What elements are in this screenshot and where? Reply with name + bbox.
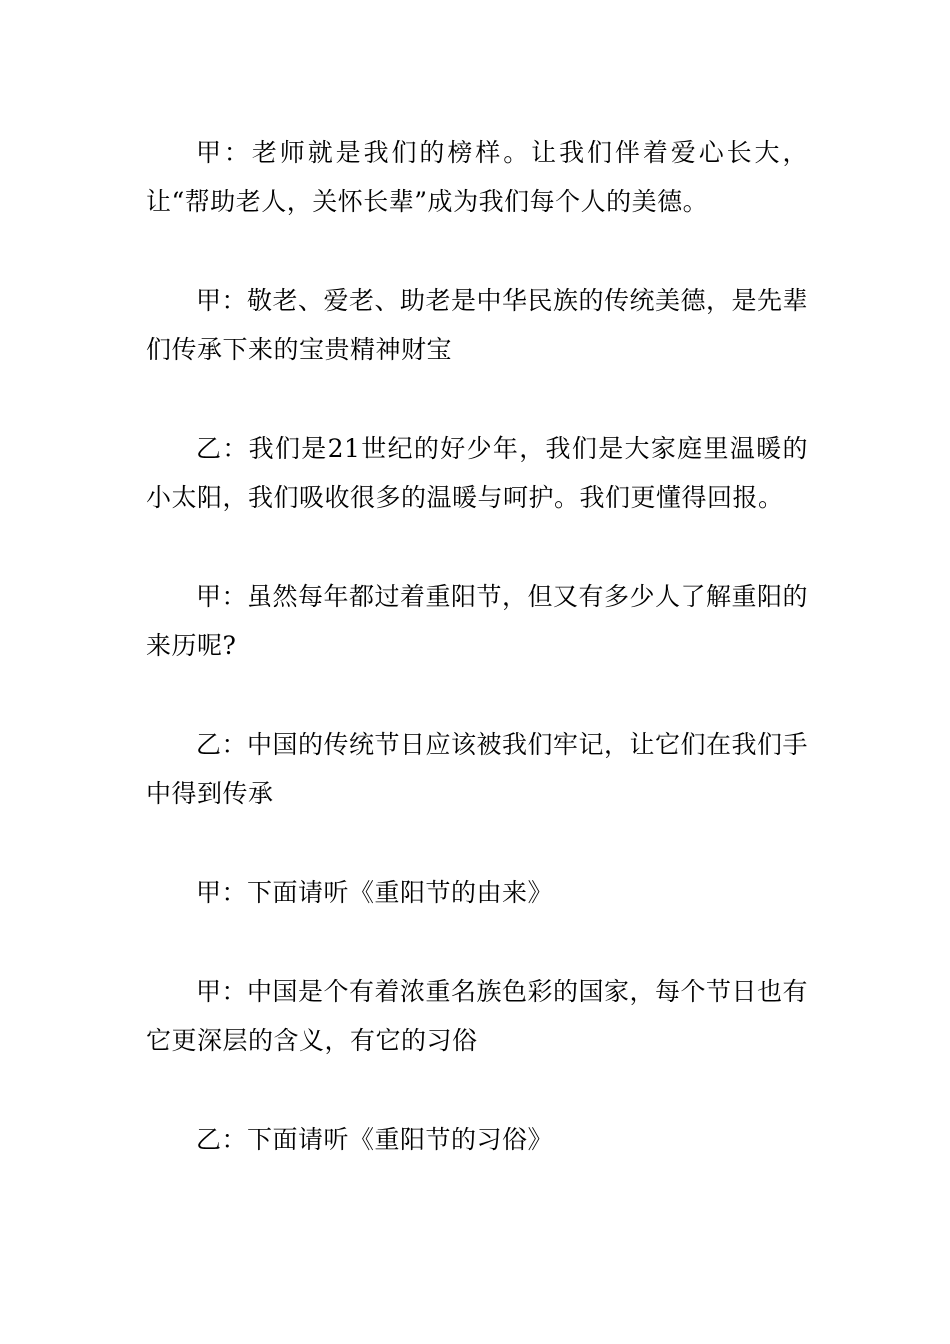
paragraph-5: 乙：中国的传统节日应该被我们牢记，让它们在我们手中得到传承	[146, 730, 809, 808]
paragraph-6: 甲：下面请听《重阳节的由来》	[196, 878, 554, 907]
paragraph-3: 乙：我们是21世纪的好少年，我们是大家庭里温暖的小太阳，我们吸收很多的温暖与呵护。我们更懂得回报。	[146, 434, 808, 512]
paragraph-4: 甲：虽然每年都过着重阳节，但又有多少人了解重阳的来历呢?	[146, 582, 809, 660]
document-body	[146, 128, 808, 1214]
paragraph-8: 乙：下面请听《重阳节的习俗》	[196, 1125, 554, 1154]
paragraph-1: 甲：老师就是我们的榜样。让我们伴着爱心长大，让“帮助老人，关怀长辈”成为我们每个人的美德。	[146, 138, 808, 216]
paragraph-7: 甲：中国是个有着浓重名族色彩的国家，每个节日也有它更深层的含义，有它的习俗	[146, 977, 809, 1055]
paragraph-2: 甲：敬老、爱老、助老是中华民族的传统美德，是先辈们传承下来的宝贵精神财宝	[146, 286, 809, 364]
